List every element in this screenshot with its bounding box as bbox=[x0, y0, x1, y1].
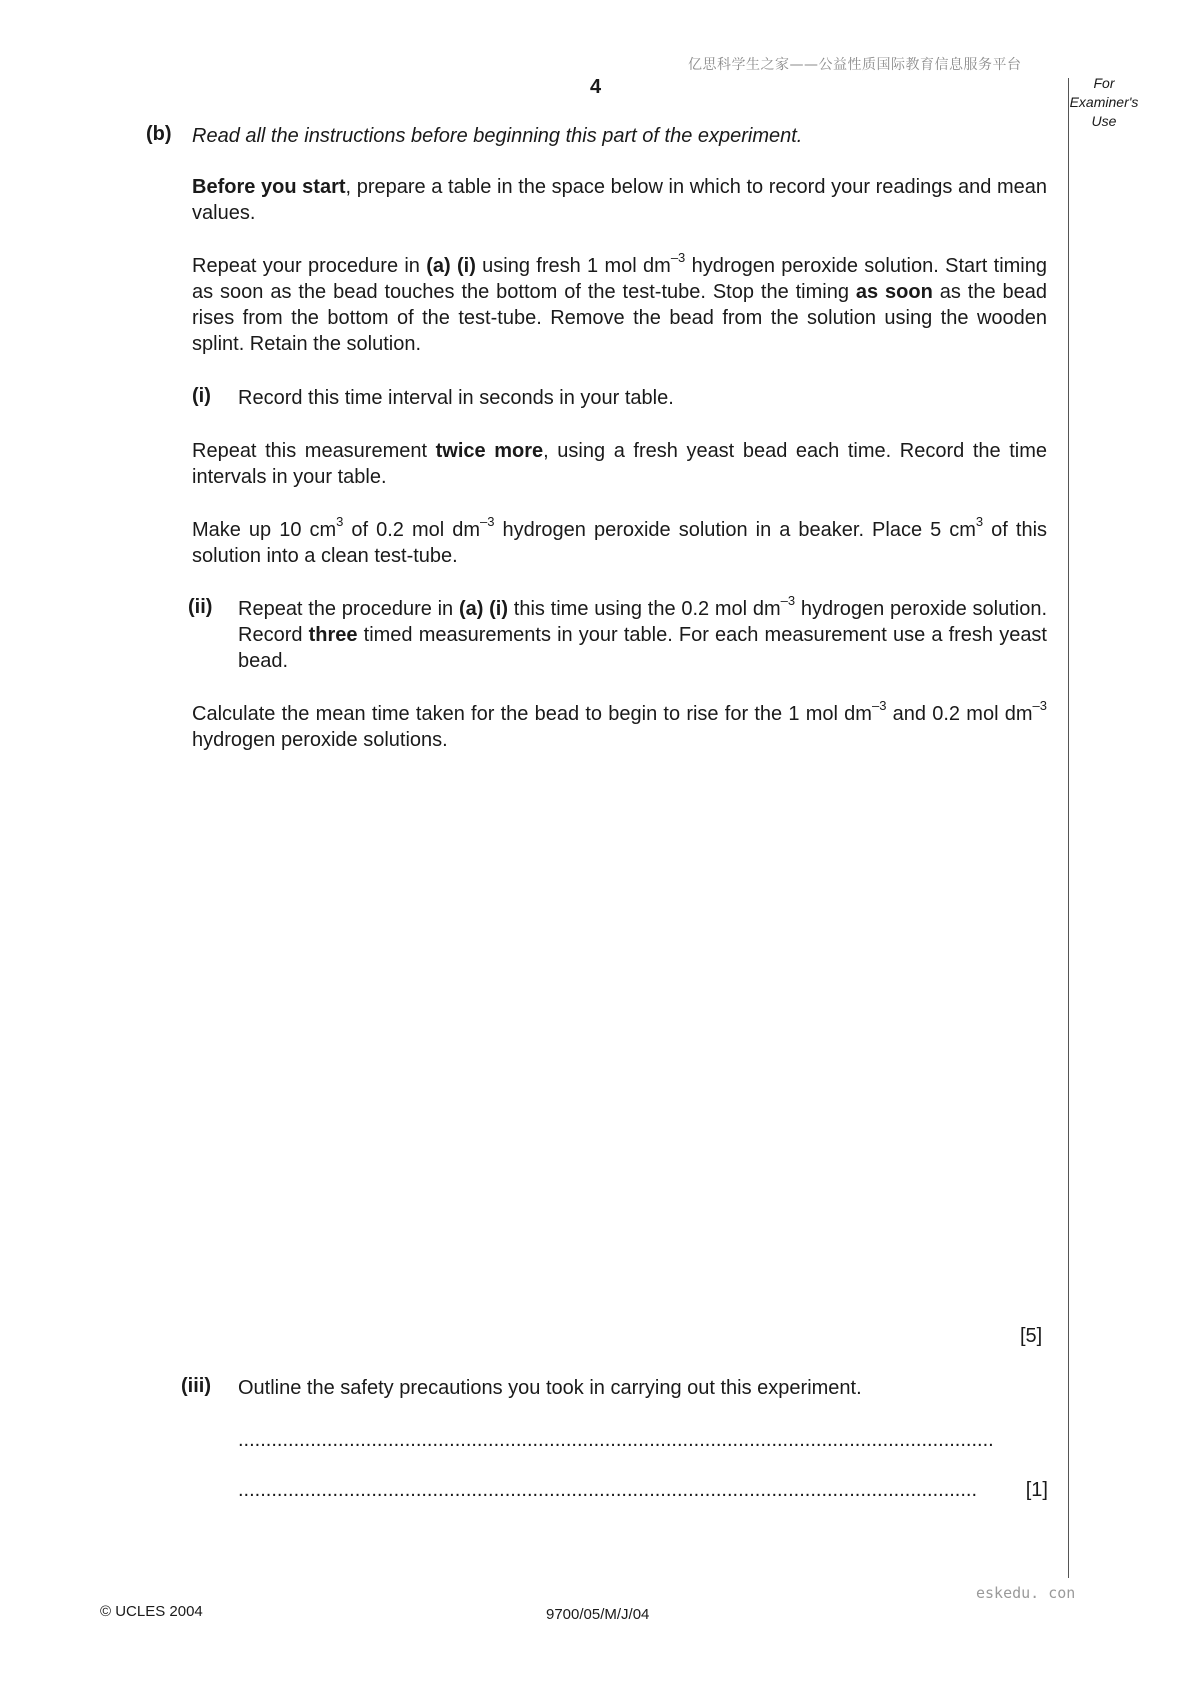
twice-more-paragraph bbox=[192, 438, 1047, 490]
make-text-1: Make up 10 cm bbox=[192, 519, 337, 541]
ii-text-3: hydrogen peroxide solution. Record bbox=[238, 598, 1047, 646]
repeat-text-2: using fresh 1 mol dm bbox=[475, 255, 671, 277]
calc-text-2: and 0.2 mol dm bbox=[886, 703, 1033, 725]
subpart-ii-label: (ii) bbox=[188, 596, 213, 618]
ii-exponent: –3 bbox=[780, 593, 796, 609]
twice-more-bold: twice more bbox=[435, 440, 544, 462]
repeat-text-3: hydrogen peroxide solution. Start timing as soon as the bead touches the bottom of the test-tube. Stop the timing bbox=[192, 255, 1047, 303]
calc-text-1: Calculate the mean time taken for the bead to begin to rise for the 1 mol dm bbox=[192, 703, 872, 725]
repeat-text-4: as the bead rises from the bottom of the test-tube. Remove the bead from the solution using the wooden splint. Retain the solution. bbox=[192, 281, 1047, 355]
calc-exponent-1: –3 bbox=[871, 698, 887, 714]
subpart-i-text: Record this time interval in seconds in your table. bbox=[238, 387, 674, 409]
repeat-text-1: Repeat your procedure in bbox=[192, 255, 427, 277]
ii-ref: (a) (i) bbox=[458, 598, 509, 620]
answer-line-2[interactable]: ..................................................................................................................................... bbox=[238, 1479, 978, 1501]
twice-text-2: , using a fresh yeast bead each time. Record the time intervals in your table. bbox=[192, 440, 1047, 488]
footer-paper-code: 9700/05/M/J/04 bbox=[546, 1606, 650, 1623]
make-text-2: of 0.2 mol dm bbox=[343, 519, 481, 541]
before-you-start-text: , prepare a table in the space below in which to record your readings and mean values. bbox=[192, 176, 1047, 224]
repeat-bold-as-soon: as soon bbox=[855, 281, 933, 303]
make-exponent-3: 3 bbox=[975, 514, 984, 530]
subpart-iii-text: Outline the safety precautions you took in carrying out this experiment. bbox=[238, 1377, 862, 1399]
ii-text-2: this time using the 0.2 mol dm bbox=[508, 598, 781, 620]
part-b-instruction: Read all the instructions before beginning this part of the experiment. bbox=[192, 125, 803, 147]
examiner-line-1: For bbox=[1093, 75, 1115, 91]
header-watermark: 亿思科学生之家——公益性质国际教育信息服务平台 bbox=[688, 57, 1022, 73]
subpart-iii-label: (iii) bbox=[181, 1375, 211, 1397]
twice-text-1: Repeat this measurement bbox=[192, 440, 436, 462]
make-exponent-1: 3 bbox=[336, 514, 344, 530]
examiner-line-2: Examiner's bbox=[1069, 94, 1139, 110]
answer-line-1[interactable]: ........................................................................................................................................ bbox=[238, 1429, 994, 1451]
examiner-margin-rule bbox=[1068, 78, 1069, 1578]
footer-copyright: © UCLES 2004 bbox=[100, 1603, 203, 1620]
make-exponent-2: –3 bbox=[480, 514, 495, 530]
make-text-4: of this solution into a clean test-tube. bbox=[192, 519, 1048, 567]
subpart-i-label: (i) bbox=[192, 385, 211, 407]
repeat-ref: (a) (i) bbox=[426, 255, 476, 277]
marks-iii: [1] bbox=[1025, 1479, 1048, 1501]
repeat-procedure-paragraph bbox=[192, 250, 1047, 357]
ii-text-1: Repeat the procedure in bbox=[238, 598, 459, 620]
calc-text-3: hydrogen peroxide solutions. bbox=[192, 729, 448, 751]
repeat-exponent: –3 bbox=[670, 250, 686, 266]
calc-exponent-2: –3 bbox=[1032, 698, 1047, 714]
examiner-line-3: Use bbox=[1091, 113, 1117, 129]
calculate-mean-paragraph bbox=[192, 698, 1047, 753]
examiner-use-label bbox=[1064, 74, 1144, 131]
footer-watermark: eskedu. con bbox=[976, 1584, 1076, 1602]
ii-text-4: timed measurements in your table. For each measurement use a fresh yeast bead. bbox=[238, 624, 1047, 672]
subpart-ii-text bbox=[238, 593, 1047, 674]
before-you-start-paragraph bbox=[192, 174, 1047, 226]
part-b-label: (b) bbox=[146, 123, 172, 145]
marks-table: [5] bbox=[1020, 1325, 1043, 1347]
ii-three-bold: three bbox=[308, 624, 358, 646]
answer-line-2-row bbox=[238, 1479, 1048, 1502]
table-answer-space[interactable] bbox=[192, 770, 1047, 1310]
make-up-paragraph bbox=[192, 514, 1048, 569]
page-number: 4 bbox=[590, 76, 602, 98]
before-you-start-bold: Before you start bbox=[192, 176, 346, 198]
make-text-3: hydrogen peroxide solution in a beaker. Place 5 cm bbox=[494, 519, 976, 541]
